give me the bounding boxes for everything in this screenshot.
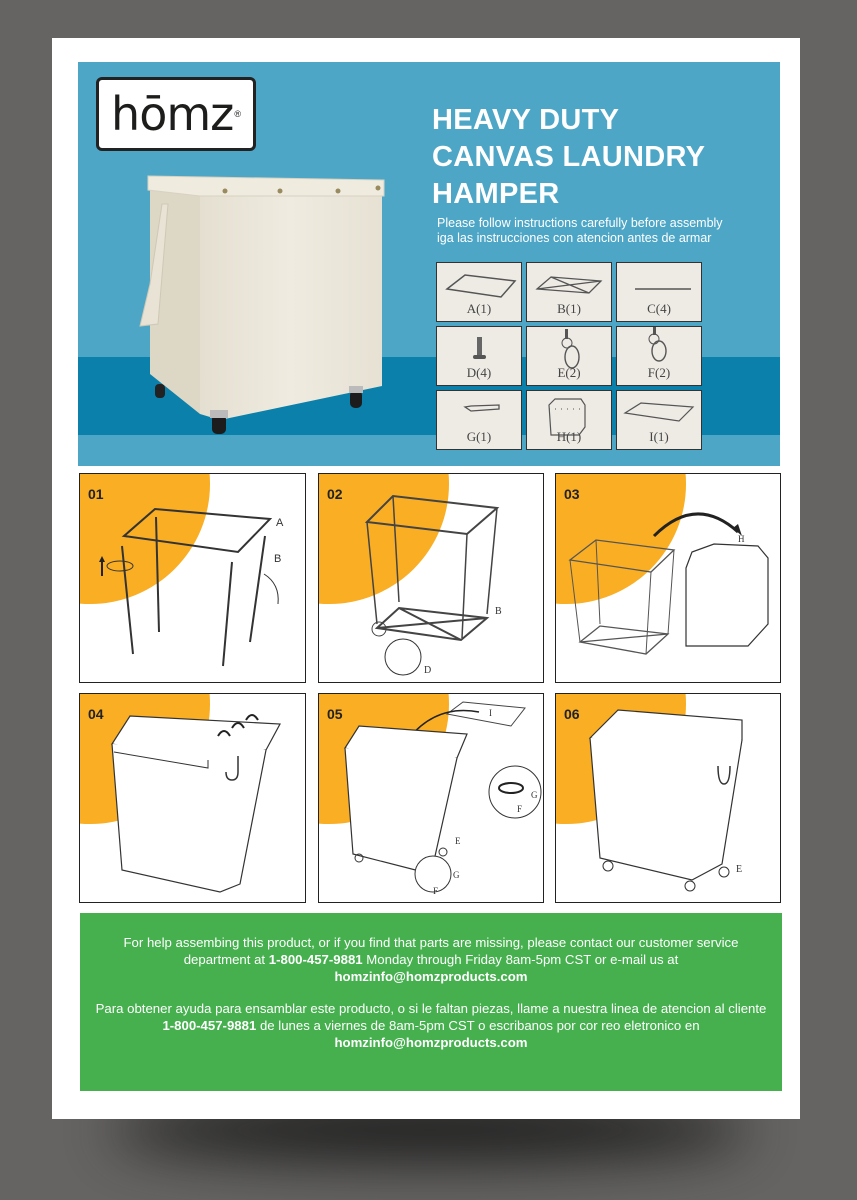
step-number: 03 xyxy=(564,486,580,502)
title-line-1: HEAVY DUTY xyxy=(432,104,620,136)
hamper-product-photo xyxy=(120,174,390,454)
svg-text:B: B xyxy=(495,606,502,617)
assembly-note-en: Please follow instructions carefully before assembly xyxy=(437,216,723,230)
part-a xyxy=(436,262,522,322)
svg-text:F: F xyxy=(517,804,523,814)
help-text-es: Para obtener ayuda para ensamblar este producto, o si le faltan piezas, llame a nuestra linea de atencion al cliente 1-800-457-9881 de lunes a viernes de 8am-5pm CST o escribanos por cor reo eletronico en homzinfo@homzproducts.com xyxy=(95,1001,767,1050)
assembly-note-es: iga las instrucciones con atencion antes de armar xyxy=(437,231,712,245)
part-b xyxy=(526,262,612,322)
svg-text:F: F xyxy=(433,886,439,896)
part-label: C(4) xyxy=(647,301,671,316)
homz-logo xyxy=(96,77,256,151)
instruction-sheet xyxy=(52,38,800,1119)
step-01-panel xyxy=(79,473,306,683)
step-06-panel xyxy=(555,693,781,903)
part-label: G(1) xyxy=(466,429,492,444)
registered-mark: ® xyxy=(234,109,241,119)
step-03-panel xyxy=(555,473,781,683)
part-label: I(1) xyxy=(649,429,669,444)
step-02-panel xyxy=(318,473,544,683)
step-number: 04 xyxy=(88,706,104,722)
part-i xyxy=(616,390,702,450)
title-line-3: HAMPER xyxy=(432,178,560,210)
part-label: B(1) xyxy=(557,301,581,316)
phone-number: 1-800-457-9881 xyxy=(268,952,363,967)
svg-text:G: G xyxy=(453,870,460,880)
phone-number: 1-800-457-9881 xyxy=(162,1018,257,1033)
part-label: E(2) xyxy=(557,365,581,380)
part-e xyxy=(526,326,612,386)
part-label: F(2) xyxy=(647,365,671,380)
step-06-illustration xyxy=(556,694,781,903)
step-number: 01 xyxy=(88,486,104,502)
email-address: homzinfo@homzproducts.com xyxy=(334,969,528,984)
step-number: 02 xyxy=(327,486,343,502)
product-title xyxy=(432,102,705,213)
email-address: homzinfo@homzproducts.com xyxy=(334,1035,528,1050)
svg-text:G: G xyxy=(531,790,538,800)
svg-text:B: B xyxy=(274,553,282,565)
part-g xyxy=(436,390,522,450)
step-number: 05 xyxy=(327,706,343,722)
part-label: A(1) xyxy=(466,301,492,316)
part-label: H(1) xyxy=(556,429,582,444)
step-01-illustration xyxy=(80,474,306,683)
logo-text: hōmz xyxy=(111,87,234,141)
customer-service-box xyxy=(80,913,782,1091)
part-h xyxy=(526,390,612,450)
step-number: 06 xyxy=(564,706,580,722)
svg-text:H: H xyxy=(738,534,745,544)
title-line-2: CANVAS LAUNDRY xyxy=(432,141,706,173)
part-f xyxy=(616,326,702,386)
step-04-panel xyxy=(79,693,306,903)
assembly-note xyxy=(437,216,723,246)
svg-text:D: D xyxy=(424,665,432,676)
step-05-illustration xyxy=(319,694,544,903)
svg-text:E: E xyxy=(455,836,461,846)
help-text-en: For help assembing this product, or if you find that parts are missing, please contact our customer service department at 1-800-457-9881 Monday through Friday 8am-5pm CST or e-mail us at homzinfo@homzproducts.com xyxy=(123,935,739,984)
step-03-illustration xyxy=(556,474,781,683)
part-d xyxy=(436,326,522,386)
step-02-illustration xyxy=(319,474,544,683)
step-05-panel xyxy=(318,693,544,903)
svg-text:A: A xyxy=(276,517,284,529)
part-c xyxy=(616,262,702,322)
svg-text:E: E xyxy=(736,864,743,875)
svg-text:I: I xyxy=(489,708,492,718)
header-banner xyxy=(78,62,780,466)
step-04-illustration xyxy=(80,694,306,903)
part-label: D(4) xyxy=(466,365,492,380)
parts-list xyxy=(436,262,702,450)
